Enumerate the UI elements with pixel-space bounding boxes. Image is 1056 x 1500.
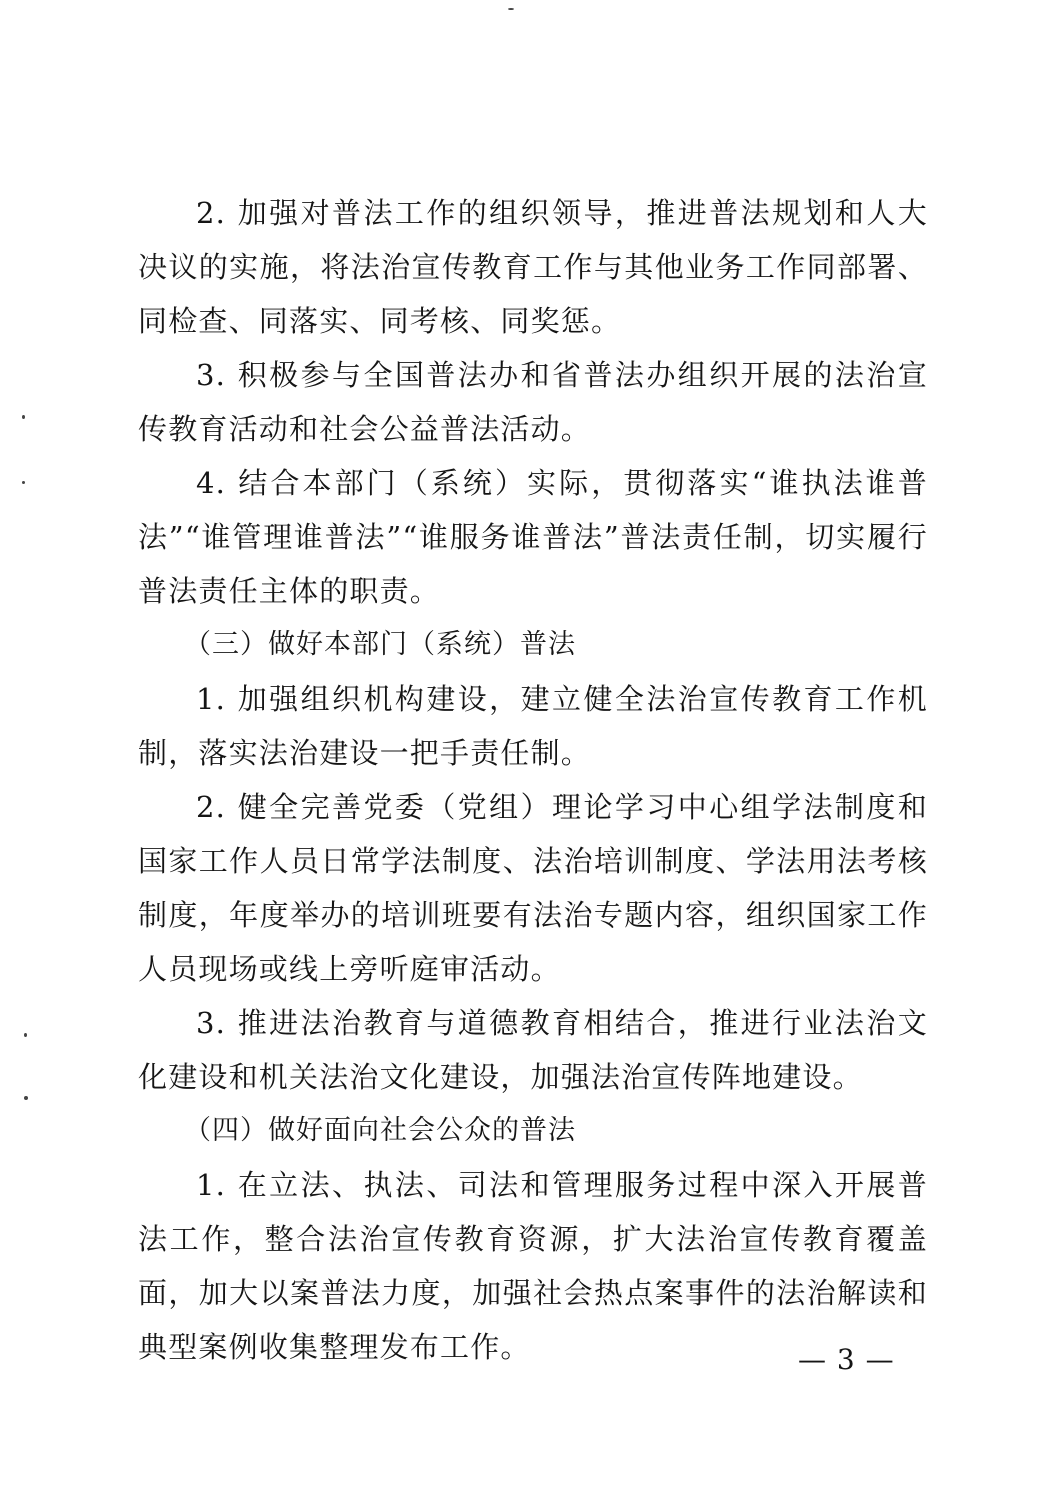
paragraph: 4. 结合本部门（系统）实际，贯彻落实“谁执法谁普法”“谁管理谁普法”“谁服务谁普法”普法责任制，切实履行普法责任主体的职责。: [138, 466, 928, 608]
scan-speck: [24, 1033, 27, 1037]
section-heading: （三）做好本部门（系统）普法: [184, 629, 576, 660]
scan-speck: [22, 415, 25, 419]
scan-speck: [508, 8, 514, 10]
paragraph: 1. 加强组织机构建设，建立健全法治宣传教育工作机制，落实法治建设一把手责任制。: [138, 682, 928, 770]
document-body: [138, 186, 928, 1374]
section-heading: （四）做好面向社会公众的普法: [184, 1115, 576, 1146]
scan-speck: [22, 481, 25, 484]
paragraph: 3. 推进法治教育与道德教育相结合，推进行业法治文化建设和机关法治文化建设，加强法治宣传阵地建设。: [138, 1006, 928, 1094]
scan-speck: [24, 1096, 28, 1100]
paragraph: 3. 积极参与全国普法办和省普法办组织开展的法治宣传教育活动和社会公益普法活动。: [138, 358, 928, 446]
page-number: — 3 —: [798, 1343, 895, 1376]
paragraph: 1. 在立法、执法、司法和管理服务过程中深入开展普法工作，整合法治宣传教育资源，扩大法治宣传教育覆盖面，加大以案普法力度，加强社会热点案事件的法治解读和典型案例收集整理发布工作。: [138, 1168, 928, 1364]
paragraph: 2. 健全完善党委（党组）理论学习中心组学法制度和国家工作人员日常学法制度、法治培训制度、学法用法考核制度，年度举办的培训班要有法治专题内容，组织国家工作人员现场或线上旁听庭审活动。: [138, 790, 928, 986]
paragraph: 2. 加强对普法工作的组织领导，推进普法规划和人大决议的实施，将法治宣传教育工作与其他业务工作同部署、同检查、同落实、同考核、同奖惩。: [138, 196, 928, 338]
